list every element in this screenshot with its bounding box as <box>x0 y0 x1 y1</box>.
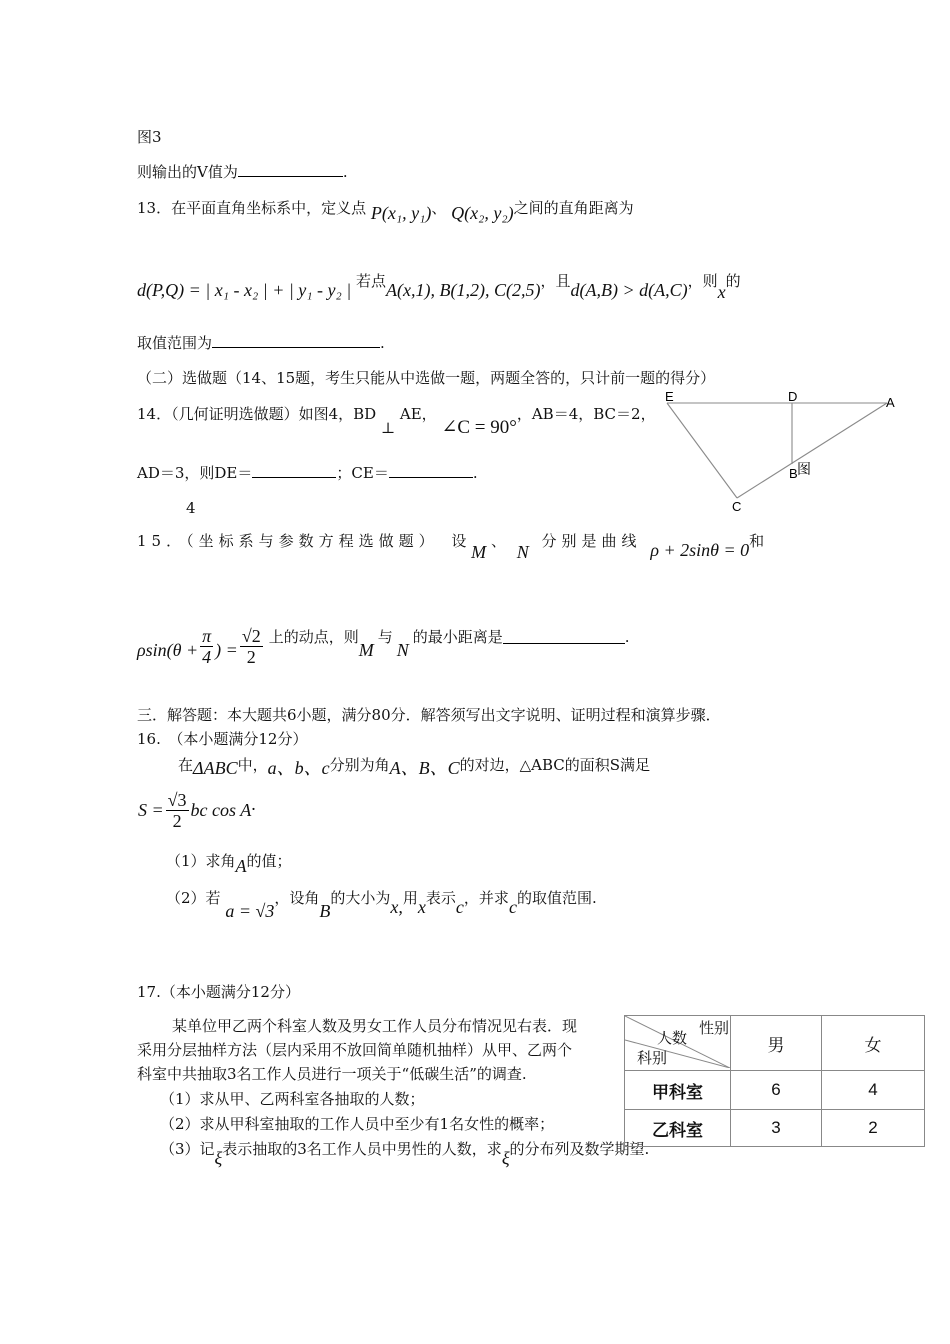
corner-dept-label: 科别 <box>637 1050 668 1067</box>
q13-line2 <box>137 270 741 302</box>
q16-q1-b: 的值； <box>246 852 292 870</box>
q15-sqrt2-over-2 <box>240 626 263 667</box>
q13-intro: 13．在平面直角坐标系中，定义点 <box>137 199 367 217</box>
table-header-row <box>625 1016 925 1071</box>
q13-point-q: Q(x₂, y₂) <box>451 203 514 223</box>
q16-q2-e: 表示 <box>425 889 456 907</box>
q13-period: . <box>380 334 385 352</box>
q17-q3-a: （3）记 <box>160 1140 215 1158</box>
q16-sides: a、b、c <box>267 758 330 778</box>
q13-answer-blank[interactable] <box>212 333 380 348</box>
label-b: B <box>789 466 798 481</box>
q15-n: N <box>516 542 529 562</box>
q17-para-line3: 科室中共抽取3名工作人员进行一项关于“低碳生活”的调查. <box>137 1065 527 1083</box>
q16-sqrt3-over-2 <box>166 790 189 831</box>
q16-sqrt3: √3 <box>167 790 187 810</box>
q16-heading: 16. （本小题满分12分） <box>137 730 308 748</box>
q14-text-d: AD＝3，则DE＝ <box>137 464 253 482</box>
q12-period: . <box>342 163 348 181</box>
q15-pi-over-4 <box>200 626 213 667</box>
column-header-male: 男 <box>731 1016 822 1071</box>
q13-condition: d(A,B) > d(A,C) <box>570 280 688 300</box>
q16-angle-b: B <box>319 901 331 921</box>
column-header-female: 女 <box>822 1016 925 1071</box>
q15-text-a: 上的动点，则 <box>268 628 359 646</box>
q14-text-c: ，AB＝4，BC＝2， <box>516 405 656 423</box>
row-label-jia: 甲科室 <box>625 1071 731 1110</box>
q14-de-blank[interactable] <box>252 463 336 478</box>
q14-text-f: . <box>472 464 478 482</box>
q16-x: x, <box>390 897 403 917</box>
q15-line2 <box>137 626 630 667</box>
q15-period: . <box>624 627 630 646</box>
figure-4-number: 4 <box>186 499 196 517</box>
q15-title: 15．（坐标系与参数方程选做题） <box>137 532 439 550</box>
q15-curve2-lhs: ρsin(θ + <box>137 640 199 660</box>
q16-line1 <box>178 750 650 776</box>
q14-text-b: AE， <box>399 405 437 423</box>
cell-jia-female: 4 <box>822 1071 925 1110</box>
q16-q2-f: ，并求 <box>463 889 509 907</box>
q17-part3 <box>160 1138 650 1168</box>
q17-para-line1: 某单位甲乙两个科室人数及男女工作人员分布情况见右表．现 <box>172 1017 578 1035</box>
q15-line1 <box>137 530 765 562</box>
q13-line3 <box>137 332 385 353</box>
q17-heading: 17.（本小题满分12分） <box>137 983 300 1001</box>
label-a: A <box>886 395 895 410</box>
cell-jia-male: 6 <box>731 1071 822 1110</box>
q17-para-line2: 采用分层抽样方法（层内采用不放回简单随机抽样）从甲、乙两个 <box>137 1041 573 1059</box>
label-d: D <box>788 389 798 404</box>
q14-text-e: ；CE＝ <box>336 464 389 482</box>
figure-4-diagram <box>655 388 905 518</box>
q16-c2: c <box>508 897 517 917</box>
staff-distribution-table <box>624 1015 925 1147</box>
q16-s-lhs: S = <box>138 800 164 820</box>
q16-zai: 在 <box>178 756 194 774</box>
q16-part1 <box>166 850 292 876</box>
q17-q3-b: 表示抽取的3名工作人员中男性的人数，求 <box>222 1140 502 1158</box>
cell-yi-male: 3 <box>731 1110 822 1147</box>
q16-q2-c: 的大小为 <box>330 889 391 907</box>
q12-answer-blank[interactable] <box>238 162 343 177</box>
q16-fenbie: 分别为角 <box>329 756 390 774</box>
q13-if-points: 若点 <box>356 272 387 290</box>
q16-den2: 2 <box>172 811 182 831</box>
label-e: E <box>665 389 674 404</box>
q13-point-p: P(x₁, y₁) <box>370 203 432 223</box>
figure-4-caption-text: 图 <box>797 462 811 478</box>
cell-yi-female: 2 <box>822 1110 925 1147</box>
q16-part2 <box>166 887 597 921</box>
q13-line1-end: 之间的直角距离为 <box>513 199 634 217</box>
q12-answer-line <box>137 161 348 182</box>
q15-m2: M <box>358 640 374 660</box>
table-corner-cell <box>625 1016 731 1071</box>
q15-two: 2 <box>246 647 256 667</box>
q15-she: 设 <box>451 532 467 550</box>
q16-a-eq: a = √3 <box>225 901 275 921</box>
q17-xi2: ξ <box>501 1148 510 1168</box>
label-c: C <box>732 499 742 514</box>
corner-gender-label: 性别 <box>699 1020 730 1037</box>
q17-part2: （2）求从甲科室抽取的工作人员中至少有1名女性的概率； <box>160 1115 555 1133</box>
segment-ca <box>737 403 887 498</box>
elective-section-heading: （二）选做题（14、15题，考生只能从中选做一题，两题全答的，只计前一题的得分） <box>137 369 716 387</box>
q16-triangle: ΔABC <box>193 758 238 778</box>
q15-pi: π <box>202 626 212 646</box>
q16-angles: A、B、C <box>389 758 460 778</box>
q17-q3-c: 的分布列及数学期望. <box>509 1140 650 1158</box>
perpendicular-symbol: ⊥ <box>380 419 396 437</box>
q16-zhong: 中， <box>237 756 268 774</box>
q14-line1 <box>137 402 656 438</box>
q13-then: ，则 <box>687 272 718 290</box>
q14-line2 <box>137 462 478 483</box>
q15-text-b: 的最小距离是 <box>412 628 503 646</box>
q16-q2-a: （2）若 <box>166 889 221 907</box>
q15-four: 4 <box>202 647 212 667</box>
q13-points: A(x,1), B(1,2), C(2,5) <box>386 280 541 300</box>
q13-distance-formula: d(P,Q) = | x₁ - x₂ | + | y₁ - y₂ | <box>137 280 352 300</box>
q16-angle-a: A <box>235 856 247 876</box>
q14-ce-blank[interactable] <box>389 463 473 478</box>
q15-he: 和 <box>749 532 765 550</box>
q16-q1-a: （1）求角 <box>166 852 236 870</box>
q16-area-text: 的对边，△ABC的面积S满足 <box>459 756 651 774</box>
q15-fenbie: 分别是曲线 <box>541 532 642 550</box>
q17-xi: ξ <box>214 1148 223 1168</box>
q15-dun: 、 <box>490 532 506 550</box>
q16-area-formula <box>138 790 256 831</box>
q13-de: 的 <box>725 272 741 290</box>
q16-q2-d: 用 <box>402 889 418 907</box>
q15-curve2-mid: ) = <box>215 640 238 660</box>
q16-q2-g: 的取值范围. <box>516 889 597 907</box>
q15-n2: N <box>396 640 409 660</box>
row-label-yi: 乙科室 <box>625 1110 731 1147</box>
table-row <box>625 1071 925 1110</box>
section-3-heading: 三．解答题：本大题共6小题，满分80分．解答须写出文字说明、证明过程和演算步骤． <box>137 706 721 724</box>
q16-s-rhs: bc cos A <box>190 800 252 820</box>
q12-text: 则输出的V值为 <box>137 163 238 181</box>
q13-var-x: x <box>717 282 726 302</box>
q16-c: c <box>455 897 464 917</box>
table-row <box>625 1110 925 1147</box>
q13-range-text: 取值范围为 <box>137 334 213 352</box>
q15-sqrt2: √2 <box>241 626 261 646</box>
q13-line1 <box>137 197 634 223</box>
q13-sep: 、 <box>431 199 447 217</box>
q13-and: ，且 <box>540 272 571 290</box>
q15-curve1: ρ + 2sinθ = 0 <box>650 540 750 560</box>
q17-part1: （1）求从甲、乙两科室各抽取的人数； <box>160 1090 425 1108</box>
q14-angle-c: ∠C = 90° <box>441 417 517 438</box>
q16-s-end: . <box>251 794 256 814</box>
segment-ec <box>667 403 737 498</box>
corner-count-label: 人数 <box>657 1030 688 1047</box>
q15-m: M <box>471 542 487 562</box>
q16-q2-b: ，设角 <box>274 889 320 907</box>
figure-3-caption: 图3 <box>137 128 162 146</box>
q15-answer-blank[interactable] <box>503 629 625 644</box>
q16-x2: x <box>417 897 426 917</box>
q14-text-a: 14．（几何证明选做题）如图4，BD <box>137 405 377 423</box>
q15-yu: 与 <box>377 628 393 646</box>
